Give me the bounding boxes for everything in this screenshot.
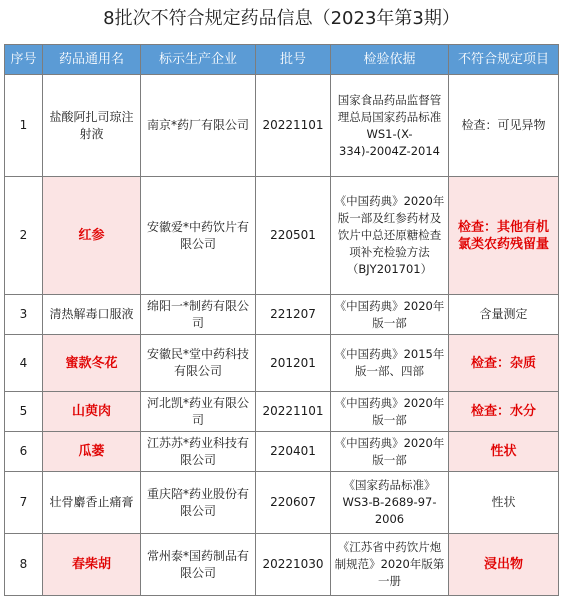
batch-number: 220607 — [256, 472, 331, 534]
test-basis: 《中国药典》2020年版一部及红参药材及饮片中总还原糖检查项补充检验方法（BJY201701） — [331, 177, 449, 295]
drug-table — [4, 44, 559, 596]
col-header-no: 序号 — [5, 45, 43, 75]
batch-number: 220501 — [256, 177, 331, 295]
row-number: 6 — [5, 432, 43, 472]
row-number: 7 — [5, 472, 43, 534]
company-name: 重庆陪*药业股份有限公司 — [141, 472, 256, 534]
col-header-company: 标示生产企业 — [141, 45, 256, 75]
table-row — [5, 392, 559, 432]
batch-number: 20221030 — [256, 534, 331, 596]
failed-item: 浸出物 — [449, 534, 559, 596]
page-title: 8批次不符合规定药品信息（2023年第3期） — [103, 8, 460, 29]
col-header-basis: 检验依据 — [331, 45, 449, 75]
table-row — [5, 75, 559, 177]
company-name: 安徽爱*中药饮片有限公司 — [141, 177, 256, 295]
row-number: 5 — [5, 392, 43, 432]
failed-item: 检查：杂质 — [449, 335, 559, 392]
table-row — [5, 177, 559, 295]
company-name: 河北凯*药业有限公司 — [141, 392, 256, 432]
failed-item: 性状 — [449, 432, 559, 472]
company-name: 安徽民*堂中药科技有限公司 — [141, 335, 256, 392]
table-row — [5, 335, 559, 392]
test-basis: 《国家药品标准》WS3-B-2689-97-2006 — [331, 472, 449, 534]
row-number: 3 — [5, 295, 43, 335]
company-name: 南京*药厂有限公司 — [141, 75, 256, 177]
company-name: 江苏苏*药业科技有限公司 — [141, 432, 256, 472]
drug-name: 红参 — [43, 177, 141, 295]
row-number: 4 — [5, 335, 43, 392]
company-name: 常州泰*国药制品有限公司 — [141, 534, 256, 596]
drug-name: 壮骨麝香止痛膏 — [43, 472, 141, 534]
row-number: 8 — [5, 534, 43, 596]
table-row — [5, 432, 559, 472]
failed-item: 含量测定 — [449, 295, 559, 335]
test-basis: 《中国药典》2020年版一部 — [331, 432, 449, 472]
drug-name: 清热解毒口服液 — [43, 295, 141, 335]
test-basis: 《江苏省中药饮片炮制规范》2020年版第一册 — [331, 534, 449, 596]
row-number: 2 — [5, 177, 43, 295]
failed-item: 检查：可见异物 — [449, 75, 559, 177]
test-basis: 《中国药典》2020年版一部 — [331, 295, 449, 335]
batch-number: 20221101 — [256, 75, 331, 177]
drug-name: 春柴胡 — [43, 534, 141, 596]
row-number: 1 — [5, 75, 43, 177]
failed-item: 检查：水分 — [449, 392, 559, 432]
failed-item: 性状 — [449, 472, 559, 534]
table-row — [5, 534, 559, 596]
company-name: 绵阳一*制药有限公司 — [141, 295, 256, 335]
table-row — [5, 295, 559, 335]
batch-number: 201201 — [256, 335, 331, 392]
drug-name: 盐酸阿扎司琼注射液 — [43, 75, 141, 177]
drug-name: 山萸肉 — [43, 392, 141, 432]
drug-name: 瓜蒌 — [43, 432, 141, 472]
test-basis: 国家食品药品监督管理总局国家药品标准WS1-(X-334)-2004Z-2014 — [331, 75, 449, 177]
table-row — [5, 472, 559, 534]
col-header-name: 药品通用名 — [43, 45, 141, 75]
test-basis: 《中国药典》2020年版一部 — [331, 392, 449, 432]
batch-number: 221207 — [256, 295, 331, 335]
batch-number: 20221101 — [256, 392, 331, 432]
drug-name: 蜜款冬花 — [43, 335, 141, 392]
failed-item: 检查：其他有机氯类农药残留量 — [449, 177, 559, 295]
batch-number: 220401 — [256, 432, 331, 472]
table-header-row — [5, 45, 559, 75]
col-header-issue: 不符合规定项目 — [449, 45, 559, 75]
col-header-batch: 批号 — [256, 45, 331, 75]
test-basis: 《中国药典》2015年版一部、四部 — [331, 335, 449, 392]
